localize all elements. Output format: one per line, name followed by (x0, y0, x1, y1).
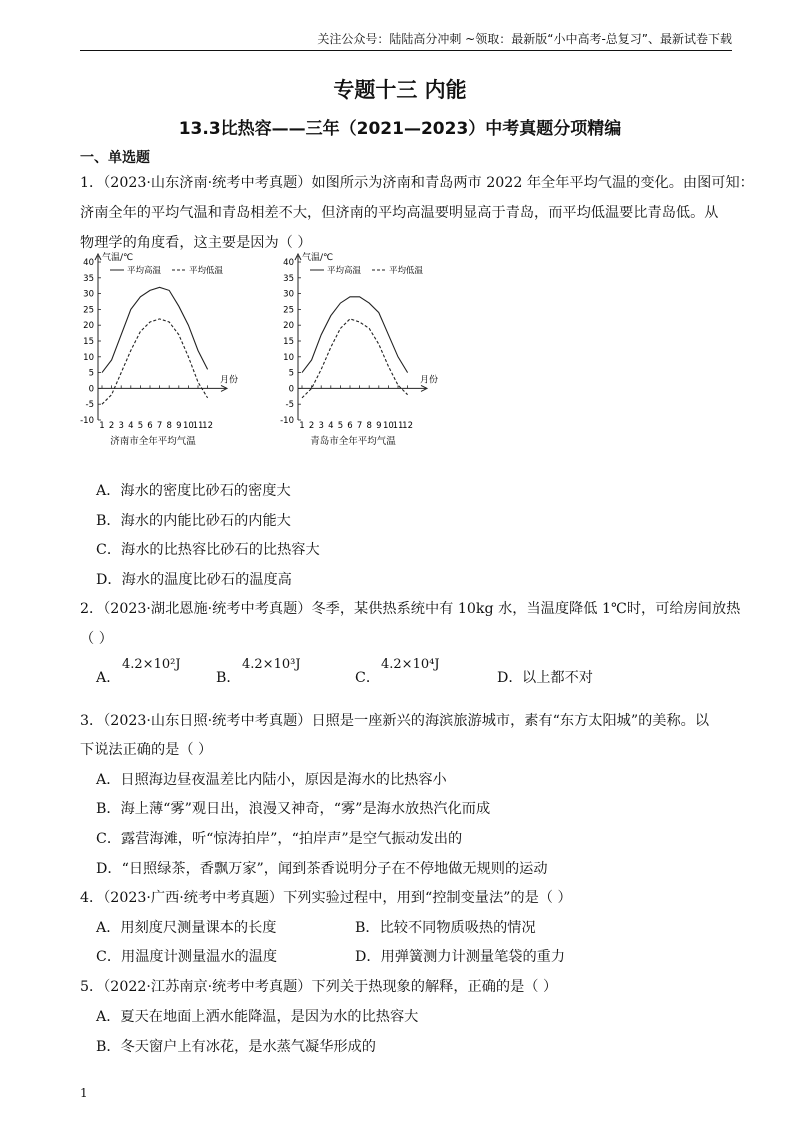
series-low-line (302, 319, 408, 398)
x-tick-label: 2 (108, 421, 115, 431)
x-tick-label: 3 (118, 421, 124, 431)
y-tick-label: -5 (285, 400, 294, 411)
y-tick-label: 35 (283, 273, 294, 284)
x-tick-label: 1 (299, 421, 305, 431)
legend-label: 平均低温 (189, 266, 224, 276)
y-tick-label: 40 (83, 258, 94, 268)
y-tick-label: -5 (85, 400, 94, 411)
x-axis-label: 月份 (220, 375, 239, 386)
x-tick-label: 6 (147, 421, 153, 431)
q1-line: 1．（2023·山东济南·统考中考真题）如图所示为济南和青岛两市 2022 年全年平均气温的变化。由图可知： (80, 175, 754, 191)
q1-option-a[interactable]: A．海水的密度比砂石的密度大 (96, 483, 291, 499)
x-axis-label: 月份 (420, 375, 439, 386)
y-tick-label: 5 (88, 368, 94, 379)
x-tick-label: 8 (166, 421, 172, 431)
q4-option-a[interactable]: A．用刻度尺测量课本的长度 (96, 920, 277, 936)
y-tick-label: -10 (80, 416, 94, 426)
x-tick-label: 12 (202, 421, 214, 431)
q1-option-d[interactable]: D．海水的温度比砂石的温度高 (96, 572, 292, 588)
page-subtitle: 13.3比热容——三年（2021—2023）中考真题分项精编 (178, 119, 622, 139)
q2-line: （ ） (80, 631, 113, 647)
y-tick-label: 15 (283, 337, 294, 347)
x-tick-label: 4 (328, 421, 334, 431)
y-tick-label: 10 (283, 352, 294, 363)
series-high-line (102, 287, 208, 372)
q1-option-b[interactable]: B．海水的内能比砂石的内能大 (96, 513, 291, 529)
q3-line: 3．（2023·山东日照·统考中考真题）日照是一座新兴的海滨旅游城市，素有“东方太阳城”的美称。以 (80, 713, 710, 729)
q2-option-c-value[interactable]: 4.2×10⁴J (381, 657, 440, 672)
q4-option-c[interactable]: C．用温度计测量温水的温度 (96, 949, 278, 965)
page-number: 1 (80, 1086, 88, 1100)
q2-option-d-letter[interactable]: D． (497, 670, 523, 686)
legend-label: 平均高温 (327, 266, 362, 276)
x-tick-label: 10 (182, 421, 194, 431)
q5-option-a[interactable]: A．夏天在地面上洒水能降温，是因为水的比热容大 (96, 1009, 419, 1025)
q1-line: 物理学的角度看，这主要是因为（ ） (80, 235, 312, 251)
x-tick-label: 4 (128, 421, 134, 431)
y-tick-label: 25 (83, 305, 94, 316)
y-tick-label: 30 (83, 289, 94, 300)
q2-line: 2．（2023·湖北恩施·统考中考真题）冬季，某供热系统中有 10kg 水，当温度降低 1℃时，可给房间放热 (80, 601, 741, 617)
y-tick-label: 15 (83, 337, 94, 347)
q2-option-d-value[interactable]: 以上都不对 (522, 670, 593, 686)
x-tick-label: 10 (382, 421, 394, 431)
section-heading: 一、单选题 (80, 150, 150, 166)
y-tick-label: 35 (83, 273, 94, 284)
x-tick-label: 2 (308, 421, 315, 431)
q3-line: 下说法正确的是（ ） (80, 742, 213, 758)
q4-line: 4．（2023·广西·统考中考真题）下列实验过程中，用到“控制变量法”的是（ ） (80, 890, 572, 906)
q4-option-b[interactable]: B．比较不同物质吸热的情况 (355, 920, 536, 936)
y-tick-label: -10 (280, 416, 294, 426)
y-tick-label: 5 (288, 368, 294, 379)
q3-option-a[interactable]: A．日照海边昼夜温差比内陆小，原因是海水的比热容小 (96, 772, 447, 788)
temperature-charts (60, 250, 480, 460)
q3-option-c[interactable]: C．露营海滩，听“惊涛拍岸”，“拍岸声”是空气振动发出的 (96, 831, 463, 847)
legend-label: 平均高温 (127, 266, 162, 276)
x-tick-label: 9 (376, 421, 382, 431)
q3-option-b[interactable]: B．海上薄“雾”观日出，浪漫又神奇，“雾”是海水放热汽化而成 (96, 801, 491, 817)
x-tick-label: 7 (356, 421, 363, 431)
series-low-line (102, 319, 208, 404)
x-tick-label: 8 (366, 421, 372, 431)
q2-option-b-letter[interactable]: B． (216, 670, 241, 686)
x-tick-label: 12 (402, 421, 414, 431)
y-tick-label: 25 (283, 305, 294, 316)
y-axis-label: 气温/℃ (302, 253, 334, 263)
q1-line: 济南全年的平均气温和青岛相差不大，但济南的平均高温要明显高于青岛，而平均低温要比青岛低。从 (80, 205, 719, 221)
q2-option-b-value[interactable]: 4.2×10³J (242, 657, 301, 672)
x-tick-label: 3 (318, 421, 324, 431)
q2-option-c-letter[interactable]: C． (355, 670, 381, 686)
x-tick-label: 11 (192, 421, 204, 431)
q2-option-a-letter[interactable]: A． (96, 670, 121, 686)
y-tick-label: 10 (83, 352, 94, 363)
page-header: 关注公众号：陆陆高分冲刺 ~领取：最新版“小中高考-总复习”、最新试卷下载 (80, 30, 732, 51)
q5-line: 5．（2022·江苏南京·统考中考真题）下列关于热现象的解释，正确的是（ ） (80, 979, 558, 995)
chart-title: 青岛市全年平均气温 (310, 436, 396, 447)
y-tick-label: 30 (283, 289, 294, 300)
page-title: 专题十三 内能 (333, 78, 467, 102)
x-tick-label: 9 (176, 421, 182, 431)
q2-option-a-value[interactable]: 4.2×10²J (122, 657, 181, 672)
x-tick-label: 7 (156, 421, 163, 431)
y-axis-label: 气温/℃ (102, 253, 134, 263)
q3-option-d[interactable]: D．“日照绿茶，香飘万家”，闻到茶香说明分子在不停地做无规则的运动 (96, 861, 548, 877)
x-tick-label: 5 (337, 421, 344, 431)
y-tick-label: 20 (283, 321, 294, 332)
q4-option-d[interactable]: D．用弹簧测力计测量笔袋的重力 (355, 949, 566, 965)
y-tick-label: 40 (283, 258, 294, 268)
x-tick-label: 1 (99, 421, 105, 431)
x-tick-label: 5 (137, 421, 144, 431)
chart-title: 济南市全年平均气温 (110, 436, 196, 447)
y-tick-label: 20 (83, 321, 94, 332)
y-tick-label: 0 (88, 384, 94, 395)
q1-option-c[interactable]: C．海水的比热容比砂石的比热容大 (96, 542, 320, 558)
series-high-line (302, 297, 408, 373)
x-tick-label: 6 (347, 421, 353, 431)
x-tick-label: 11 (392, 421, 404, 431)
jinan-chart (80, 251, 238, 447)
legend-label: 平均低温 (389, 266, 424, 276)
qingdao-chart (280, 251, 438, 447)
y-tick-label: 0 (288, 384, 294, 395)
q5-option-b[interactable]: B．冬天窗户上有冰花，是水蒸气凝华形成的 (96, 1039, 376, 1055)
